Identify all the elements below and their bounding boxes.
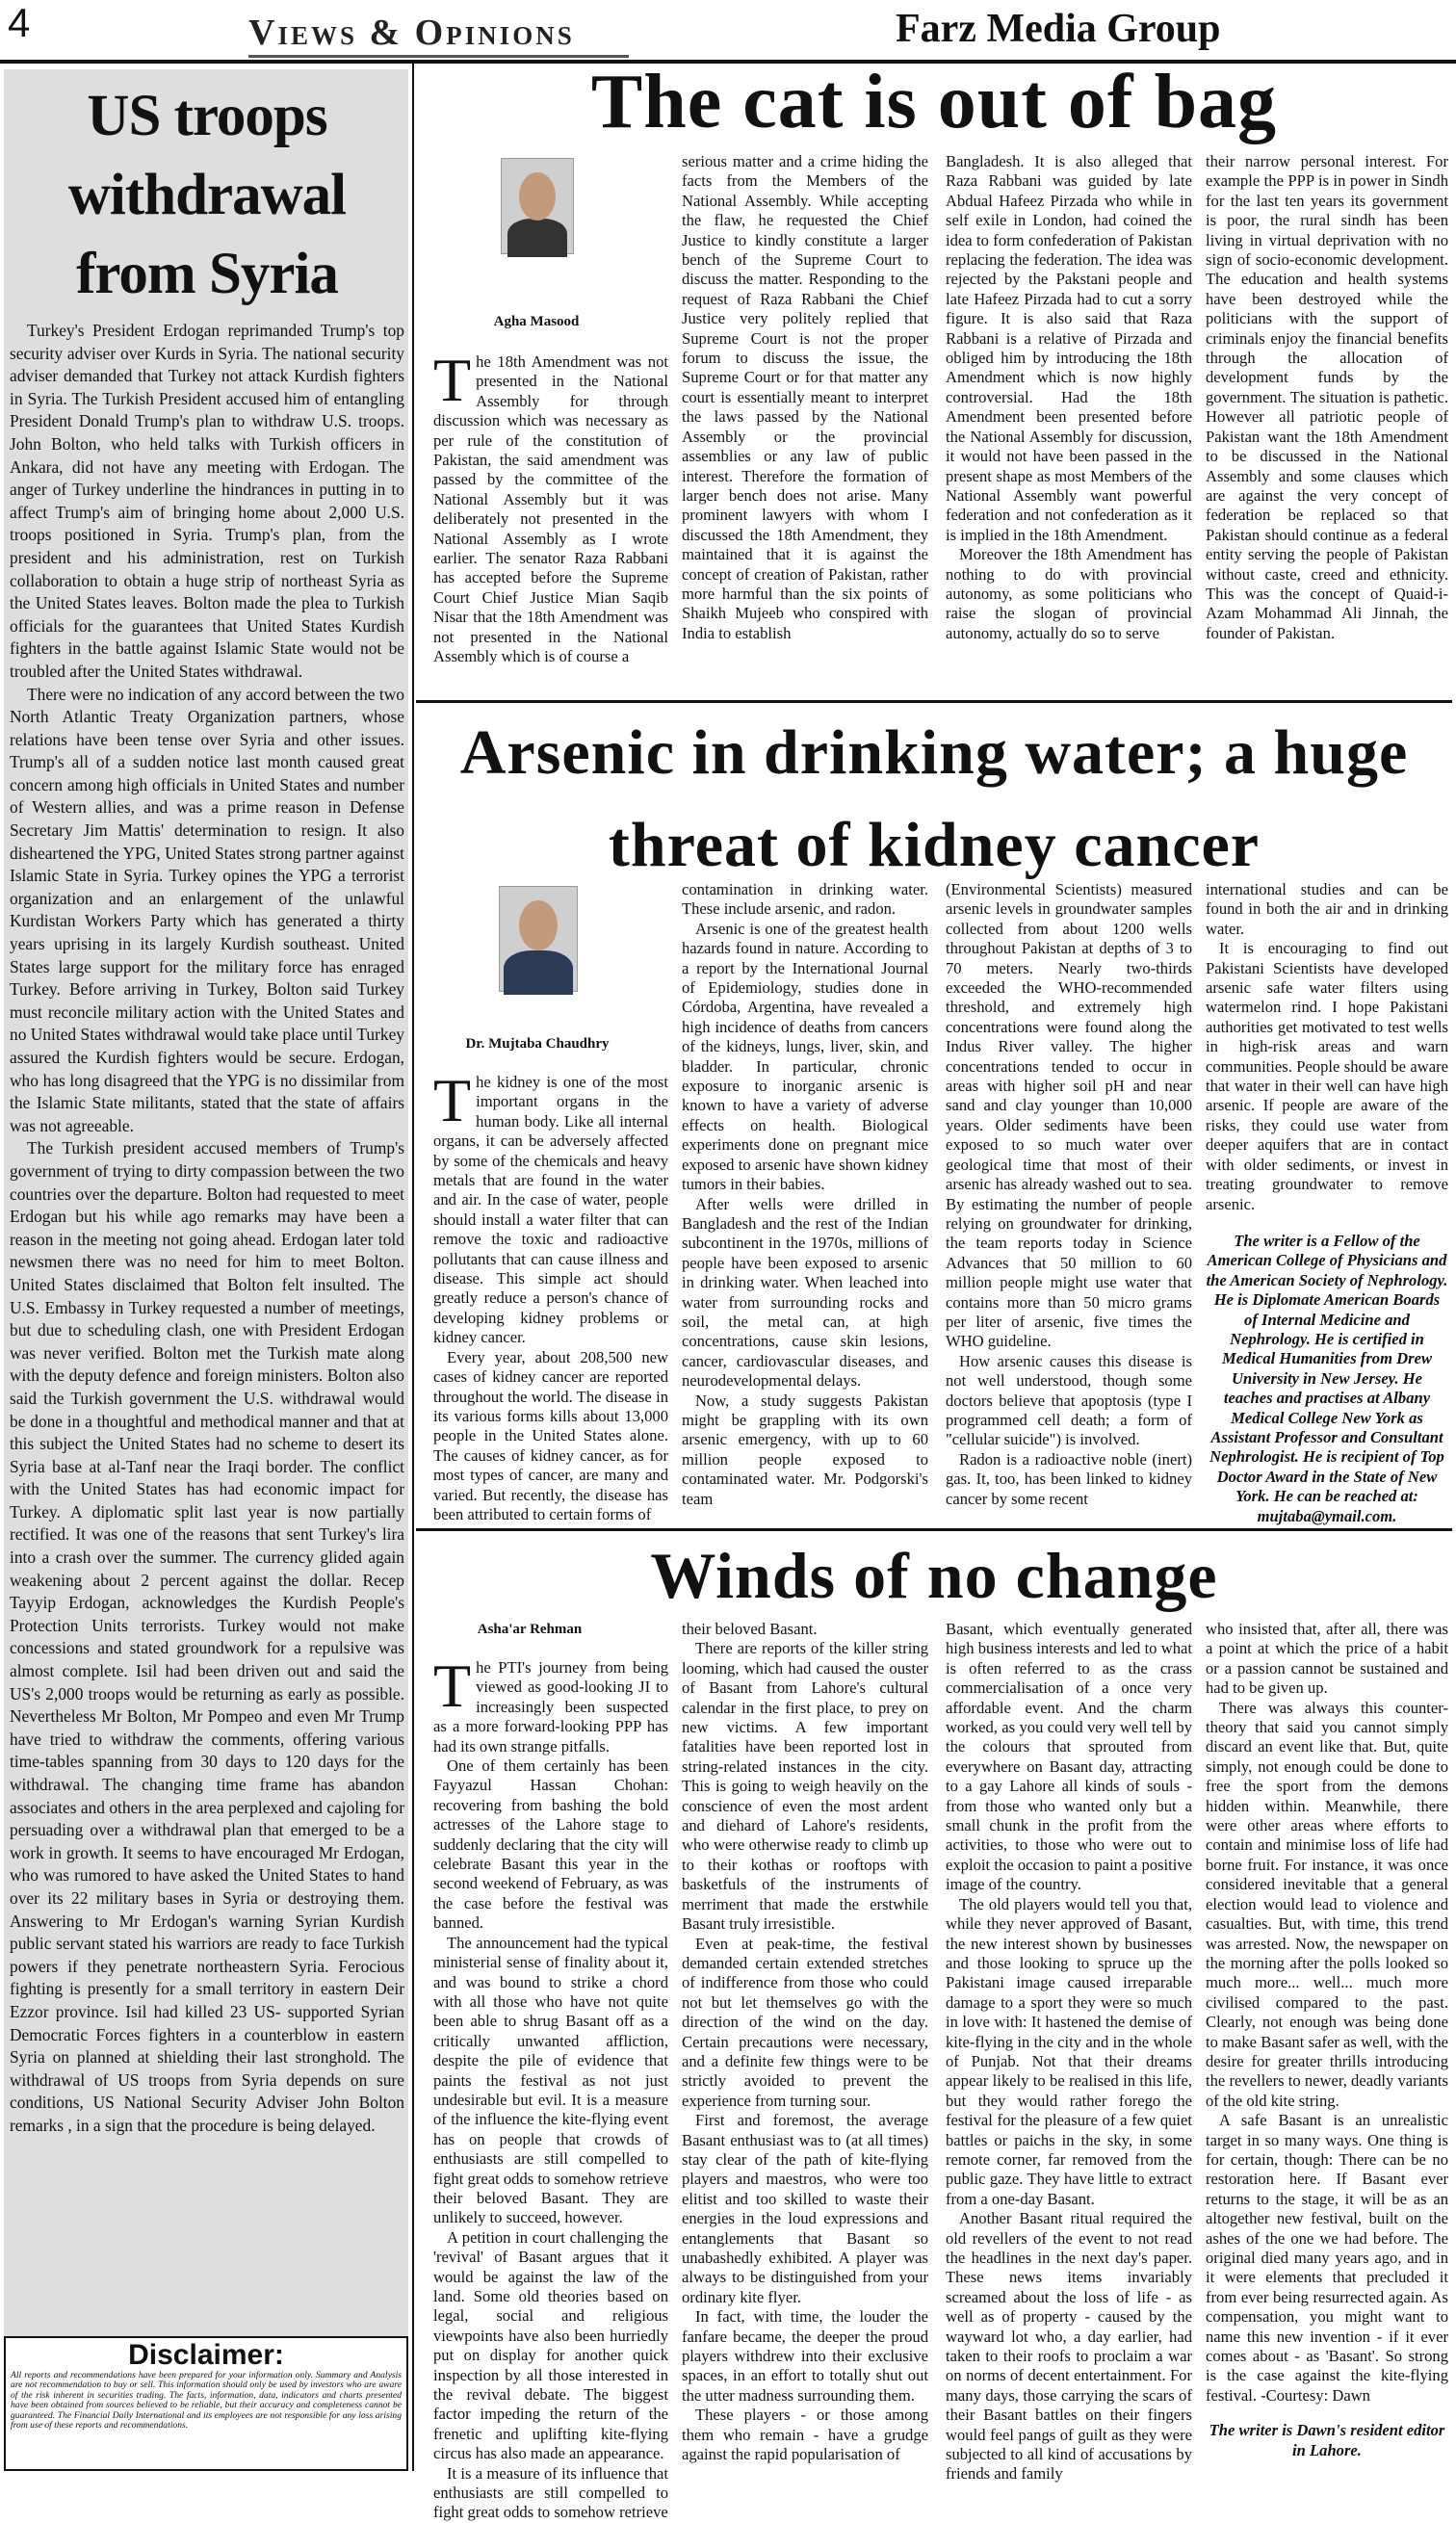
article1-text: Bangladesh. It is also alleged that Raza Rabbani was guided by late Abdual Hafeez Pirzada who while in self exile in London, had coined the idea to form confederation of Pakistan replacing the federation. The idea was rejected by the Pakstani people and late Hafeez Pirzada had to cut a sorry figure. It is also said that Raza Rabbani is a relative of Pirzada and obliged him by introducing the 18th Amendment which is now highly controversial. Had the 18th Amendment been presented before the National Assembly for discussion, it would not have been passed in the present shape as most Members of the National Assembly want powerful federation and not confederation as it is implied in the 18th Amendment.	[946, 152, 1192, 544]
article1-column-3	[946, 152, 1192, 693]
author-photo-agha-masood	[501, 158, 574, 254]
article3-text: It is a measure of its influence that enthusiasts are still compelled to fight great odds to somehow retrieve	[433, 2463, 668, 2522]
article3-text: These players - or those among them who remain - have a grudge against the rapid popularisation of	[682, 2406, 928, 2464]
article3-column-2	[682, 1620, 928, 2490]
article3-text: A petition in court challenging the 'revival' of Basant argues that it would be against the law of the land. Some old theories based on legal, social and religious viewpoints have also been hurriedly put on display for another quick inspection by all those interested in the revival debate. The biggest factor impeding the return of the frenetic and uplifting kite-flying circus has also made an appearance.	[433, 2227, 668, 2463]
article2-text: Arsenic is one of the greatest health hazards found in nature. According to a report by the International Journal of Epidemiology, studies done in Córdoba, Argentina, have revealed a high incidence of deaths from cancers of the kidneys, lungs, liver, skin, and bladder. In particular, chronic exposure to inorganic arsenic is known to have a variety of adverse effects on health. Biological experiments done on pregnant mice exposed to arsenic have shown kidney tumors in their babies.	[682, 919, 928, 1194]
article1-text: Moreover the 18th Amendment has nothing to do with provincial autonomy, as some politicians who raise the slogan of provincial autonomy, actually do so to serve	[946, 545, 1192, 642]
sidebar-headline: US troops withdrawal from Syria	[67, 84, 347, 306]
article2-text: (Environmental Scientists) measured arsenic levels in groundwater samples collected from about 1200 wells throughout Pakistan at depths of 3 to 70 meters. Nearly two-thirds exceeded the WHO-recommended threshold, and extremely high concentrations were found along the Indus River valley. The higher concentrations tended to occur in areas with higher soil pH and near sand and clay younger than 10,000 years. Older sediments have been exposed to so much water over geological time that most of their arsenic has already washed out to sea. By estimating the number of people relying on groundwater for drinking, the team reports today in Science Advances that 50 million to 60 million people might use water that contains more than 50 micro grams per liter of arsenic, five times the WHO guideline.	[946, 880, 1192, 1351]
article3-text: First and foremost, the average Basant enthusiast was to (at all times) stay clear of the path of kite-flying players and maestros, who were too elitist and too skilled to waste their energies in the loud expressions and entanglements that Basant so unabashedly exhibited. A player was always to be distinguished from your ordinary kite flyer.	[682, 2111, 928, 2306]
author-photo-mujtaba-chaudhry	[499, 886, 578, 992]
article3-text: who insisted that, after all, there was a point at which the price of a habit or a passion cannot be sustained and had to be given up.	[1206, 1620, 1448, 1698]
article2-text: It is encouraging to find out Pakistani Scientists have developed arsenic safe water filters using watermelon rind. I hope Pakistani authorities get motivated to test wells in high-risk areas and warn communities. People should be aware that water in their well can have high arsenic. If people are aware of the risks, they could use water from deeper aquifers that are in contact with older sediments, or invest in treating groundwater to remove arsenic.	[1206, 939, 1448, 1213]
article2-text: international studies and can be found in both the air and in drinking water.	[1206, 880, 1448, 938]
disclaimer-title: Disclaimer:	[128, 2339, 284, 2371]
section-label: Views & Opinions	[248, 13, 575, 53]
author-tagline: The writer is Dawn's resident editor in Lahore.	[1209, 2421, 1445, 2459]
article1-text: their narrow personal interest. For example the PPP is in power in Sindh for the last ten years its government is poor, the rural sindh has been living in virtual deprivation with no sign of socio-economic development. The education and health systems have been destroyed while the politicians with the support of criminals enjoy the financial benefits through the allocation of development funds by the government. The situation is pathetic. However all patriotic people of Pakistan want the 18th Amendment to be discussed in the National Assembly and some clauses which are against the very concept of federation be replaced so that Pakistan should continue as a federal entity serving the people of Pakistan without caste, creed and ethnicity. This was the concept of Quaid-i-Azam Mohammad Ali Jinnah, the founder of Pakistan.	[1206, 152, 1448, 642]
publisher-name: Farz Media Group	[896, 7, 1221, 51]
article1-column-2	[682, 152, 928, 693]
article1-text: he 18th Amendment was not presented in the National Assembly for through discussion which was necessary as per rule of the constitution of Pakistan, the said amendment was passed by the committee of the National Assembly but it was deliberately not presented in the National Assembly as I wrote earlier. The senator Raza Rabbani has accepted before the Supreme Court Chief Justice Mian Saqib Nisar that the 18th Amendment was not presented in the National Assembly which is of course a	[433, 352, 668, 666]
sidebar-paragraph: The Turkish president accused members of Trump's government of trying to dirty compassion between the two countries over the departure. Bolton had requested to meet Erdogan but his while ago remarks may have been a reason in the meeting not going ahead. Erdogan later told newsmen there was no need for him to meet Bolton. United States disclaimed that Bolton felt insulted. The U.S. Embassy in Turkey requested a number of meetings, but due to scheduling clash, one with President Erdogan was never verified. Bolton met the Turkish mate along with the deputy defence and foreign ministers. Bolton also said the Turkish government the U.S. withdrawal would be done in a thoughtful and methodical manner and that at this subject the United States had no scheme to desert its Syria base at al-Tanf near the Iraqi border. The conflict with the United States has had economic impact for Turkey. A diplomatic split last year is now partially rectified. It was one of the reasons that sent Turkey's lira into a crash over the summer. The currency glided again weakening about 2 percent against the dollar. Recep Tayyip Erdogan, acknowledges the Kurdish People's Protection Units terrorists. Turkey would not make concessions and stated groundwork for a repulsive was almost complete. Isil had been driven out and said the US's 2,000 troops would be returning as early as possible. Nevertheless Mr Bolton, Mr Pompeo and even Mr Trump have tried to withdraw the comments, offering various time-tables spanning from 30 days to 120 days for the withdrawal. The changing time frame has abandon associates and others in the area perplexed and cajoling for persuading over a withdrawal plan that emerged to be a work in growth. It seems to have encouraged Mr Erdogan, who was rumored to have asked the United States to hand over its 22 military bases in Syria or destroying them. Answering to Mr Erdogan's warning Syrian Kurdish public servant stated his warriors are ready to face Turkish powers if they penetrate northeastern Syria. Ferocious fighting is presently for a small territory in eastern Deir Ezzor province. Isil had killed 23 US- supported Syrian Democratic Forces fighters in a counterblow in eastern Syria on planned at shielding their last stronghold. The withdrawal of US troops from Syria depends on sure conditions, US National Security Adviser John Bolton remarks , in a sign that the procedure is being delayed.	[10, 1138, 404, 2135]
article2-column-4	[1206, 880, 1448, 1523]
article2-text: Radon is a radioactive noble (inert) gas. It, too, has been linked to kidney cancer by some recent	[946, 1449, 1192, 1508]
article2-column-1	[433, 1066, 668, 1523]
article3-column-1	[433, 1652, 668, 2522]
article3-text: In fact, with time, the louder the fanfare became, the deeper the proud players withdrew into their exclusive spaces, in an effort to totally shut out the utter madness surrounding them.	[682, 2307, 928, 2405]
disclaimer-text: All reports and recommendations have been prepared for your information only. Summary and Analysis are not recommendation to buy or sell. This information should only be used by investors who are aware of the risk inherent in securities trading. The facts, information, data, indicators and charts presented have been obtained from sources believed to be reliable, but their accuracy and completeness cannot be guaranteed. The Financial Daily International and its employees are not responsible for any loss arising from use of these reports and recommendations.	[11, 2370, 402, 2432]
disclaimer-box	[4, 2336, 408, 2471]
article3-text: Basant, which eventually generated high business interests and led to what is often referred to as the crass commercialisation of a once very affordable event. And the charm worked, as you could very well tell by the colours that sprouted from everywhere on Basant day, attracting to a gay Lahore all kinds of souls - from those who wanted only but a small chunk in the profit from the activities, to those who were out to exploit the occasion to paint a positive image of the country.	[946, 1620, 1192, 1894]
article3-text: A safe Basant is an unrealistic target in so many ways. One thing is for certain, though: There can be no restoration here. If Basant ever returns to the stage, it will be as an altogether new festival, built on the ashes of the one we had before. The original died many years ago, and in it were elements that precluded it from ever being resurrected again. As compensation, you might want to name this new invention - if it ever comes about - as 'Basant'. So strong is the case against the kite-flying festival. -Courtesy: Dawn	[1206, 2111, 1448, 2405]
article3-text: he PTI's journey from being viewed as good-looking JI to increasingly been suspected as a more forward-looking PPP has had its own strange pitfalls.	[433, 1658, 668, 1756]
sidebar-article-body	[10, 320, 404, 2138]
article3-column-4	[1206, 1620, 1448, 2490]
article-divider	[416, 700, 1452, 703]
article1-text: serious matter and a crime hiding the facts from the Members of the National Assembly. While accepting the flaw, he requested the Chief Justice to kindly constitute a larger bench of the Supreme Court to discuss the matter. Responding to the request of Raza Rabbani the Chief Justice very politely replied that Supreme Court is not the proper forum to discuss the issue, the Supreme Court or for that matter any court is essentially meant to interpret the laws passed by the National Assembly or the provincial assemblies or any law of public interest. Therefore the formation of larger bench does not arise. Many prominent lawyers with whom I discussed the 18th Amendment, they maintained that it is against the concept of creation of Pakistan, rather more harmful than the six points of Shaikh Mujeeb who conspired with India to establish	[682, 152, 928, 642]
article3-headline: Winds of no change	[650, 1539, 1218, 1612]
article2-text: contamination in drinking water. These include arsenic, and radon.	[682, 880, 928, 919]
author-bio: The writer is a Fellow of the American College of Physicians and the American Society of Nephrology. He is Diplomate American Boards of Internal Medicine and Nephrology. He is certified in Medical Humanities from Drew University in New Jersey. He teaches and practises at Albany Medical College New York as Assistant Professor and Consultant Nephrologist. He is recipient of Top Doctor Award in the State of New York. He can be reached at: mujtaba@ymail.com.	[1206, 1231, 1448, 1525]
article2-byline: Dr. Mujtaba Chaudhry	[465, 1036, 610, 1052]
page-number: 4	[8, 0, 31, 45]
article3-text: There was always this counter-theory that said you cannot simply discard an event like that. But, quite simply, not enough could be done to free the sport from the demons hidden within. Meanwhile, there were other areas where efforts to contain and minimise loss of life had borne fruit. For instance, it was once considered inevitable that a general election would lead to violence and casualties. But, with time, this trend was arrested. Now, the newspaper on the morning after the polls looked so much more... well... much more civilised compared to the past. Clearly, not enough was being done to make Basant safer as well, with the desire for greater thrills introducing the revellers to newer, deadly variants of the old kite string.	[1206, 1698, 1448, 2110]
article3-text: The announcement had the typical ministerial sense of finality about it, and was bound to strike a chord with all those who have not quite been able to shrug Basant off as a critically unwanted affliction, despite the pile of evidence that paints the festival as not just undesirable but evil. It is a measure of the influence the kite-flying event has on people that crowds of enthusiasts are still compelled to fight great odds to somehow retrieve their beloved Basant. They are unlikely to succeed, however.	[433, 1933, 668, 2227]
sidebar-paragraph: Turkey's President Erdogan reprimanded Trump's top security adviser over Kurds in Syria. The national security adviser demanded that Turkey not attack Kurdish fighters in Syria. The Turkish President accused him of entangling President Donald Trump's plan to withdraw U.S. troops. John Bolton, who held talks with Turkish officers in Ankara, did not have any meeting with Erdogan. The anger of Turkey underline the hindrances in putting in to affect Trump's aim of bringing home about 2,000 U.S. troops positioned in Syria. Trump's plan, from the president and his administration, rest on Turkish collaboration to obtain a huge strip of northeast Syria as the United States leaves. Bolton made the plea to Turkish officials for the guarantees that United States Kurdish fighters in the battle against Islamic State would not be troubled after the United States withdrawal.	[10, 321, 404, 681]
article3-text: Even at peak-time, the festival demanded certain extended stretches of indifference from those who could not but let themselves go with the direction of the wind on the day. Certain precautions were necessary, and a definite few things were to be strictly avoided to prevent the experience from turning sour.	[682, 1934, 928, 2110]
dropcap: T	[433, 1652, 472, 1720]
sidebar-paragraph: There were no indication of any accord between the two North Atlantic Treaty Organization partners, whose relations have been tense over Syria and other issues. Trump's all of a sudden notice last month caused great concern among high officials in United States and number of Western allies, and was a prime reason in Defense Secretary Jim Mattis' determination to resign. It also disheartened the YPG, United States strong partner against Islamic State in Syria. Turkey opines the YPG a terrorist organization and an enlargement of the unlawful Kurdistan Workers Party which has generated a thirty years uprising in its largely Kurdish southeast. United States large support for the military force has enraged Turkey. Before arriving in Turkey, Bolton said Turkey must reconcile military action with the United States and no United States withdrawal would take place until Turkey assured the Kurdish fighters would be secure. Erdogan, who has long disagreed that the YPG is no dissimilar from the Islamic State militants, stated that the state of affairs was not agreeable.	[10, 684, 404, 1135]
article3-text: their beloved Basant.	[682, 1620, 818, 1638]
dropcap: T	[433, 1066, 472, 1134]
article2-text: Every year, about 208,500 new cases of kidney cancer are reported throughout the world. The disease in its various forms kills about 13,000 people in the United States alone. The causes of kidney cancer, as for most types of cancer, are many and varied. But recently, the disease has been attributed to certain forms of	[433, 1347, 668, 1523]
article1-headline: The cat is out of bag	[590, 60, 1278, 144]
article3-text: There are reports of the killer string looming, which had caused the ouster of Basant from Lahore's cultural calendar in the first place, to prey on new victims. A few important fatalities have been reported lost in string-related instances in the city. This is going to weigh heavily on the conscience of even the most ardent and diehard of Lahore's residents, who were otherwise ready to climb up to their kothas or rooftops with basketfuls of the instruments of merriment that made the erstwhile Basant truly irresistible.	[682, 1639, 928, 1934]
article3-byline: Asha'ar Rehman	[477, 1622, 583, 1637]
article3-column-3	[946, 1620, 1192, 2490]
article2-text: How arsenic causes this disease is not well understood, though some doctors believe that apoptosis (type I programmed cell death; a form of "cellular suicide") is involved.	[946, 1351, 1192, 1449]
article1-column-4	[1206, 152, 1448, 693]
section-label-rule	[248, 55, 629, 58]
article2-headline: Arsenic in drinking water; a huge threat of kidney cancer	[459, 717, 1409, 880]
article2-text: he kidney is one of the most important organs in the human body. Like all internal organs, it can be adversely affected by some of the chemicals and heavy metals that are found in the water and air. In the case of water, people should install a water filter that can remove the toxic and radioactive pollutants that can cause illness and disease. This simple act should greatly reduce a person's chance of developing kidney problems or kidney cancer.	[433, 1073, 668, 1347]
article1-byline: Agha Masood	[493, 314, 580, 329]
article1-column-1	[433, 346, 668, 693]
article-divider	[416, 1528, 1452, 1531]
article3-text: One of them certainly has been Fayyazul Hassan Chohan: recovering from bashing the bold actresses of the Lahore stage to suddenly declaring that the city will celebrate Basant this year in the second weekend of February, as was the case before the festival was banned.	[433, 1756, 668, 1933]
dropcap: T	[433, 346, 472, 414]
article2-column-2	[682, 880, 928, 1523]
article3-text: Another Basant ritual required the old revellers of the event to not read the headlines in the next day's paper. These news items invariably screamed about the loss of life - as well as of property - caused by the wayward lot who, a day earlier, had taken to their roofs to proclaim a war on norms of decent entertainment. For many days, those carrying the scars of their Basant battles on their fingers would feel pangs of guilt as they were subjected to all kind of accusations by friends and family	[946, 2209, 1192, 2484]
article2-column-3	[946, 880, 1192, 1523]
article2-text: After wells were drilled in Bangladesh and the rest of the Indian subcontinent in the 1970s, millions of people have been exposed to arsenic in drinking water. When leached into water from surrounding rocks and soil, the metal can, at high concentrations, cause skin lesions, cancer, cardiovascular diseases, and neurodevelopmental delays.	[682, 1194, 928, 1391]
article2-text: Now, a study suggests Pakistan might be grappling with its own arsenic emergency, with up to 60 million people exposed to contaminated water. Mr. Podgorski's team	[682, 1391, 928, 1508]
column-divider	[412, 64, 414, 2471]
article3-text: The old players would tell you that, while they never approved of Basant, the new interest shown by businesses and those looking to spruce up the Pakistani image caused irreparable damage to a sport they were so much in love with: It hastened the demise of kite-flying in the city and in the whole of Punjab. Not that their dreams appear likely to be realised in this life, but they would rather forego the festival for the pleasure of a few quiet battles or paichs in the sky, in some remote corner, far removed from the public gaze. They have little to extract from a one-day Basant.	[946, 1894, 1192, 2208]
